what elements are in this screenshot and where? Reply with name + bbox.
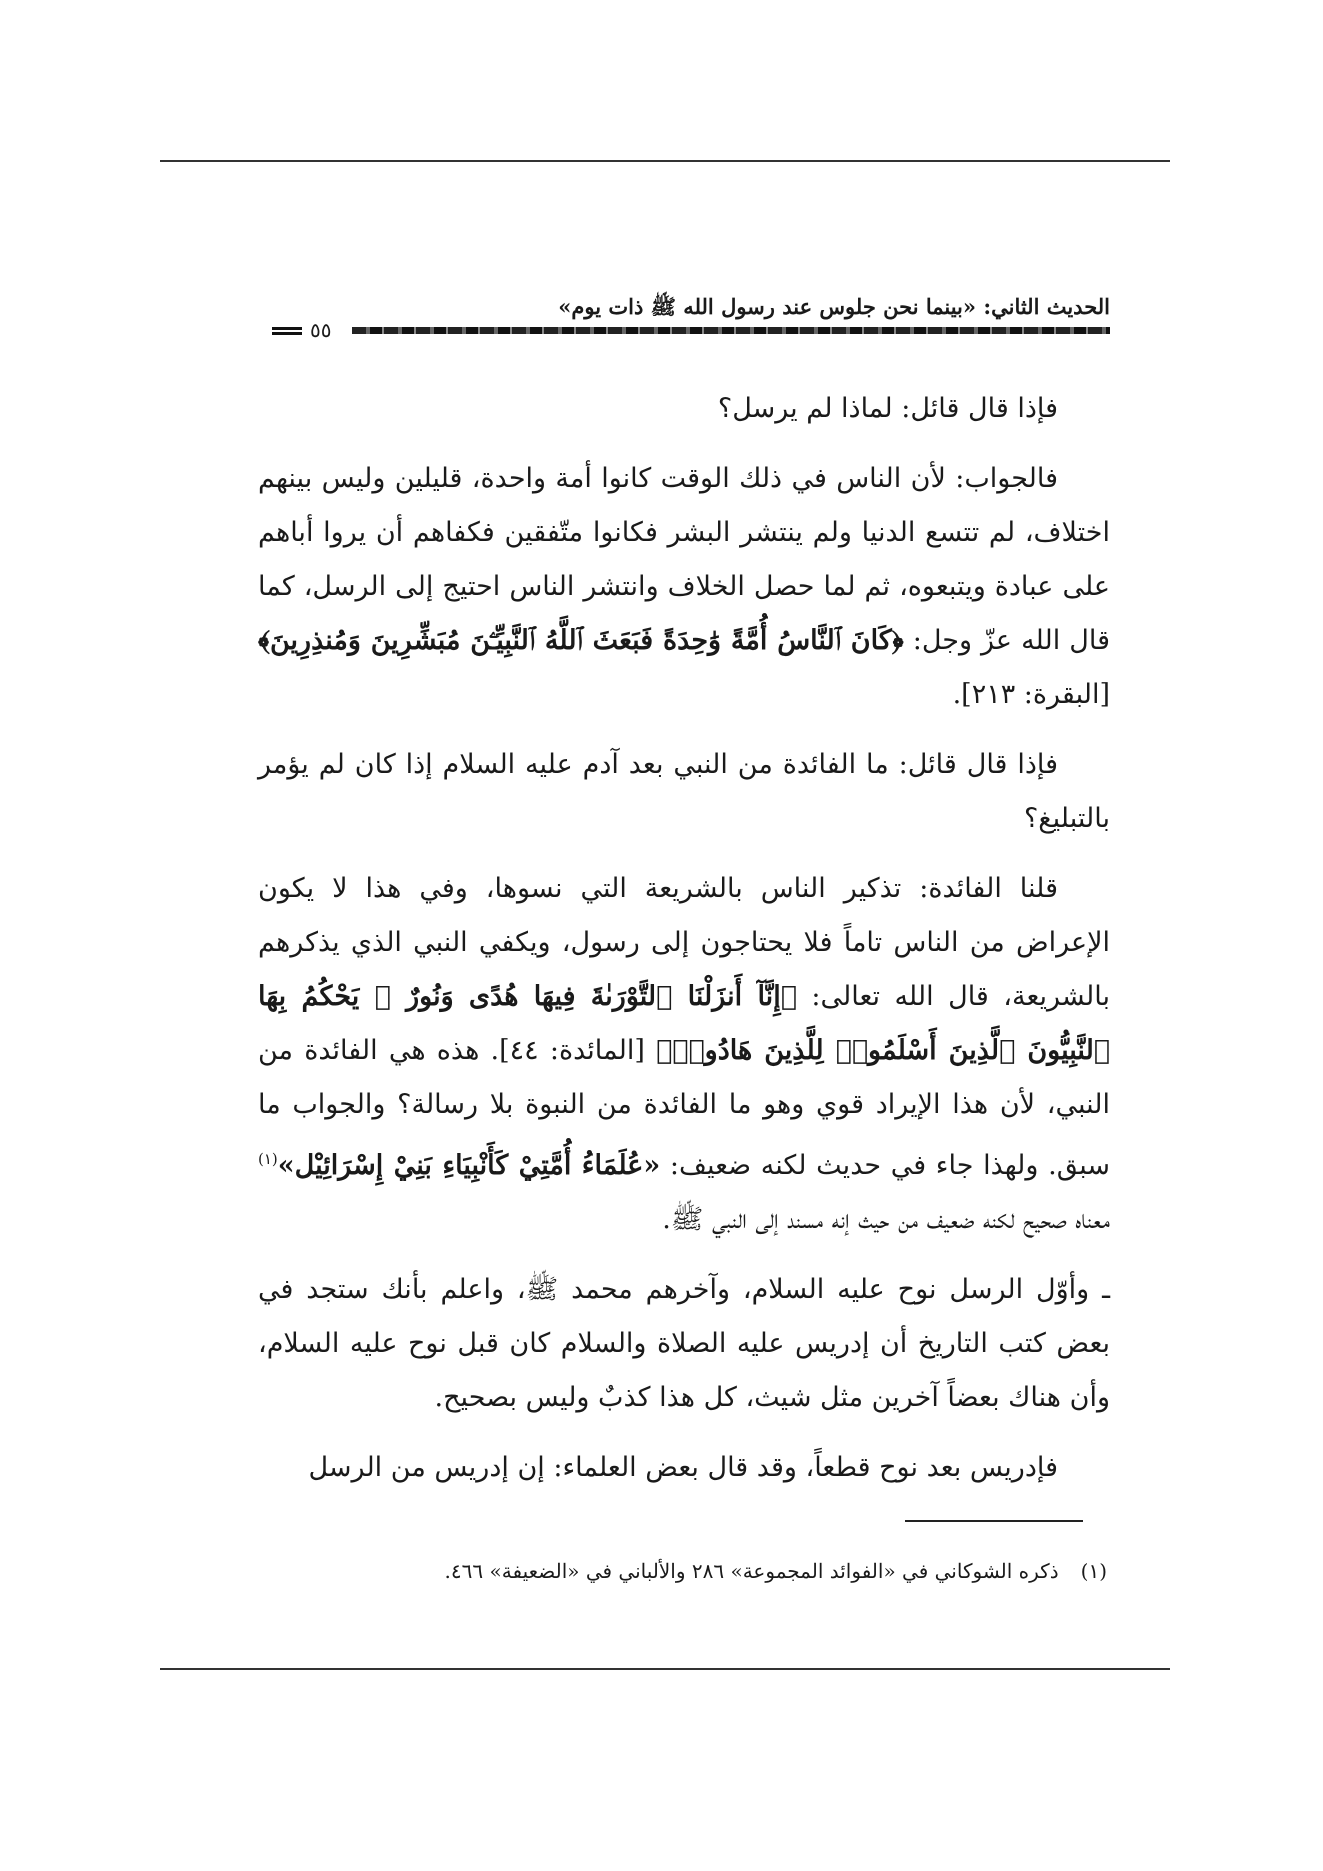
footnote [407, 1556, 1107, 1586]
footnote-text: ذكره الشوكاني في «الفوائد المجموعة» ٢٨٦ والألباني في «الضعيفة» ٤٦٦. [444, 1559, 1059, 1583]
paragraph-text-middle: [المائدة: ٤٤]. هذه هي الفائدة من النبي، لأن هذا الإيراد قوي وهو ما الفائدة من النبوة بلا رسالة؟ والجواب ما سبق. ولهذا جاء في حديث لكنه ضعيف: [258, 1035, 1110, 1181]
paragraph-question-1 [258, 382, 1110, 436]
footnote-marker[interactable]: (١) [258, 1150, 278, 1168]
paragraph-text: قلنا الفائدة: تذكير الناس بالشريعة التي نسوها، وفي هذا لا يكون الإعراض من الناس تاماً فلا يحتاجون إلى رسول، ويكفي النبي الذي يذكرهم بالشريعة، قال الله تعالى: [258, 873, 1110, 1012]
paragraph-text: فإذا قال قائل: ما الفائدة من النبي بعد آدم عليه السلام إذا كان لم يؤمر بالتبليغ؟ [258, 749, 1110, 834]
top-rule [160, 160, 1170, 162]
paragraph-text-tail: معناه صحيح لكنه ضعيف من حيث إنه مسند إلى النبي ﷺ. [662, 1204, 1110, 1235]
footnote-number: (١) [1080, 1559, 1107, 1583]
paragraph-idris [258, 1441, 1110, 1495]
verse-reference: [البقرة: ٢١٣]. [952, 679, 1110, 710]
header-title: الحديث الثاني: «بينما نحن جلوس عند رسول الله ﷺ ذات يوم» [558, 294, 1110, 319]
page-number-bar [272, 327, 302, 335]
paragraph-first-messenger [258, 1263, 1110, 1425]
quran-verse-baqarah: ﴿كَانَ ٱلنَّاسُ أُمَّةً وَٰحِدَةً فَبَعَثَ ٱللَّهُ ٱلنَّبِيِّـۧنَ مُبَشِّرِينَ وَمُنذِرِينَ﴾ [258, 625, 904, 656]
header-ornament-band [352, 327, 1110, 334]
hadith-quote: «عُلَمَاءُ أُمَّتِيْ كَأَنْبِيَاءِ بَنِيْ إِسْرَائِيْل» [277, 1150, 661, 1181]
paragraph-answer-1 [258, 452, 1110, 722]
footnote-separator [905, 1520, 1083, 1522]
paragraph-text: فإدريس بعد نوح قطعاً، وقد قال بعض العلماء: إن إدريس من الرسل [308, 1452, 1058, 1483]
paragraph-question-2 [258, 738, 1110, 846]
bottom-rule [160, 1668, 1170, 1670]
paragraph-text: فإذا قال قائل: لماذا لم يرسل؟ [717, 393, 1058, 424]
paragraph-text: ـ وأوّل الرسل نوح عليه السلام، وآخرهم محمد ﷺ، واعلم بأنك ستجد في بعض كتب التاريخ أن إدريس عليه الصلاة والسلام كان قبل نوح عليه السلام، وأن هناك بعضاً آخرين مثل شيث، كل هذا كذبٌ وليس بصحيح. [258, 1274, 1110, 1413]
paragraph-text: فالجواب: لأن الناس في ذلك الوقت كانوا أمة واحدة، قليلين وليس بينهم اختلاف، لم تتسع الدنيا ولم ينتشر البشر فكانوا متّفقين فكفاهم أن يروا أباهم على عبادة ويتبعوه، ثم لما حصل الخلاف وانتشر الناس احتيج إلى الرسل، كما قال الله عزّ وجل: [258, 463, 1110, 656]
paragraph-answer-2 [258, 862, 1110, 1247]
running-header [272, 294, 1110, 342]
page-body [258, 382, 1110, 1511]
page-number: ٥٥ [310, 318, 332, 342]
quran-verse-maidah: ﴿إِنَّآ أَنزَلْنَا ٱلتَّوْرَىٰةَ فِيهَا هُدًى وَنُورٌ ۚ يَحْكُمُ بِهَا ٱلنَّبِيُّونَ ٱلَّذِينَ أَسْلَمُوا۟ لِلَّذِينَ هَادُوا۟﴾ [258, 981, 1110, 1066]
